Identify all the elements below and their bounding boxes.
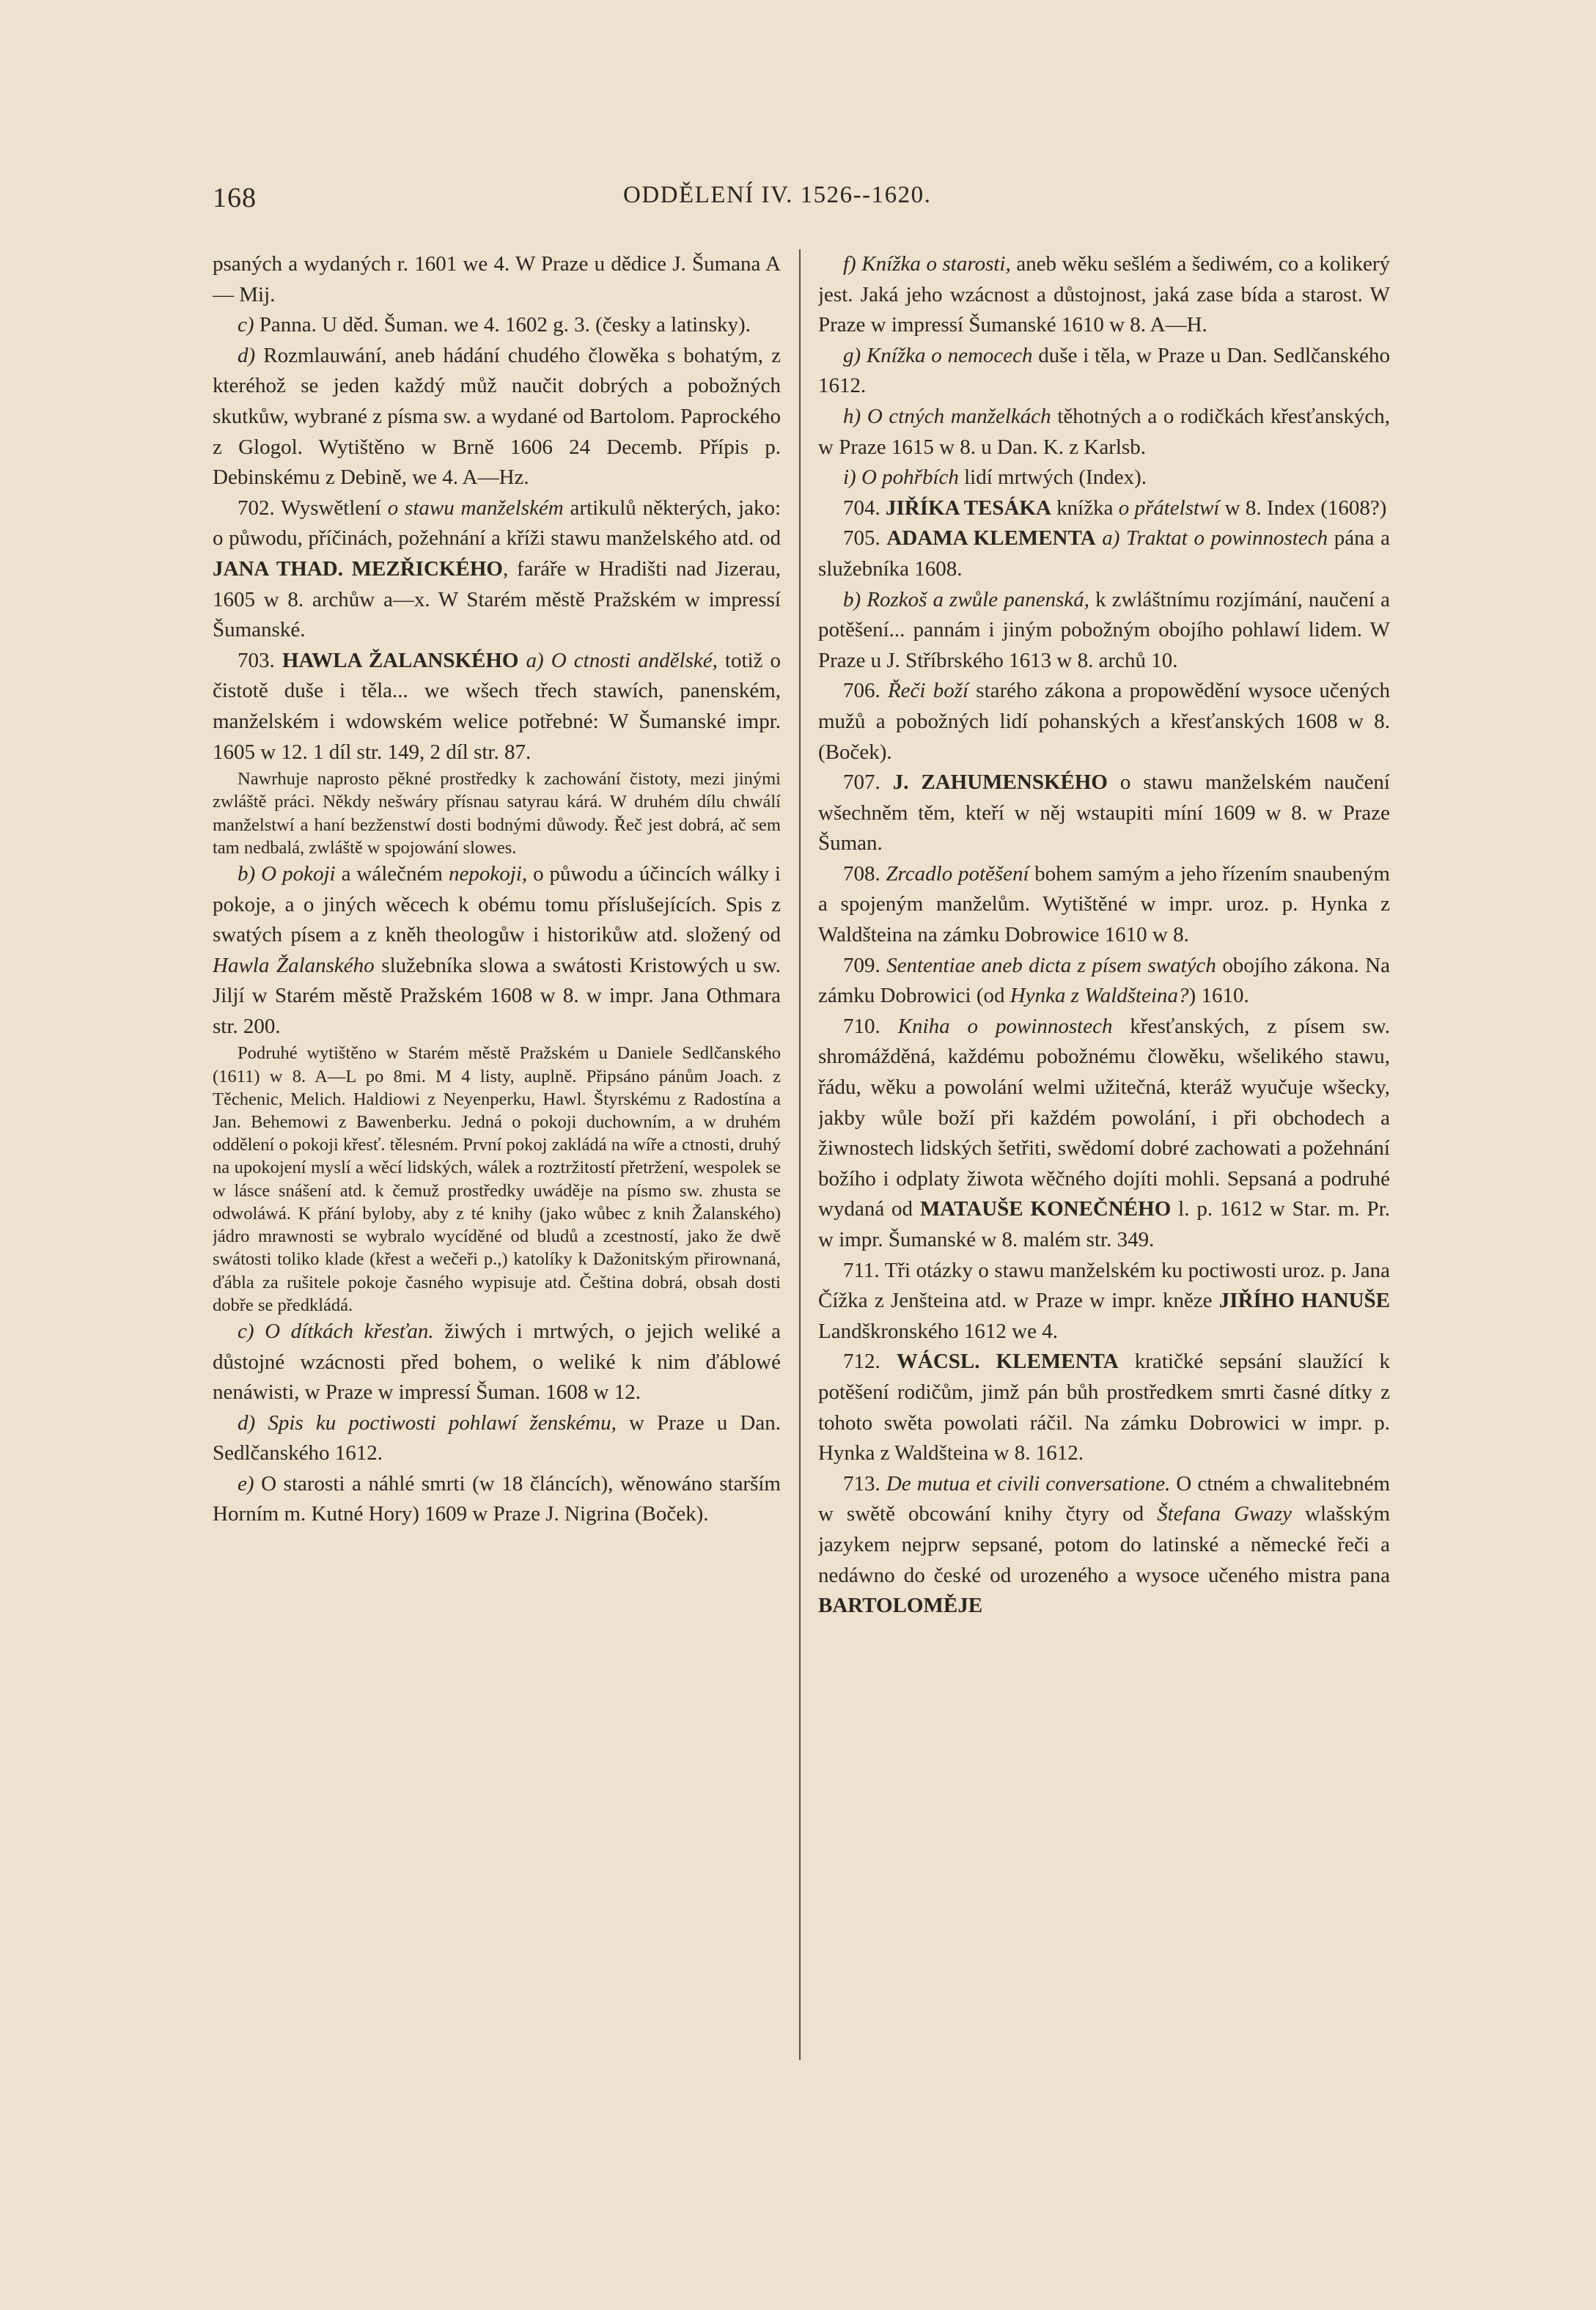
entry-704: 704. JIŘÍKA TESÁKA knížka o přátelstwí w 8. Index (1608?)	[843, 496, 1387, 520]
column-divider	[799, 249, 801, 2060]
running-head: ODDĚLENÍ IV. 1526--1620.	[623, 182, 932, 208]
entry-701-c: c) Panna. U děd. Šuman. we 4. 1602 g. 3. (česky a latinsky).	[238, 313, 751, 337]
entry-703-b: b) O pokoji a wálečném nepokoji, o půwodu a účincích wálky i pokoje, a o jiných wěcech k obému tomu příslušejících. Spis z swatých písem a z kněh theologůw i historikůw atd. složený od Hawla Žalanského služebníka slowa a swátosti Kristowých u sw. Jiljí w Starém městě Pražském 1608 w 8. w impr. Jana Othmara str. 200.	[213, 861, 781, 1038]
entry-710: 710. Kniha o powinnostech křesťanských, z písem sw. shromážděná, každému pobožnému člowěku, wšelikého stawu, řádu, wěku a powolání welmi užitečná, kteráž wyučuje wšecky, jakby wůle boží při každém powolání, i při obchodech a žiwnostech lidských šetřiti, swědomí dobré zachowati a požehnání božího i odplaty žiwota wěčného dojíti mohli. Sepsaná a podruhé wydaná od MATAUŠE KONEČNÉHO l. p. 1612 w Star. m. Pr. w impr. Šumanské w 8. malém str. 349.	[818, 1014, 1390, 1251]
left-column	[213, 249, 781, 2067]
note-703-b: Podruhé wytištěno w Starém městě Pražském u Daniele Sedlčanského (1611) w 8. A—L po 8mi. M 4 listy, auplně. Připsáno pánům Joach. z Těchenic, Melich. Haldiowi z Neyenperku, Hawl. Štyrskému z Radostína a Jan. Behemowi z Bawenberku. Jedná o pokoji duchowním, a w druhém oddělení o pokoji křesť. tělesném. První pokoj zakládá na wíře a ctnosti, druhý na upokojení myslí a wěcí lidských, wálek a roztržitostí přetržení, wespolek se w lásce snášení atd. k čemuž prostředky uwáděje na písmo sw. zhusta se odwoláwá. K přání byloby, aby z té knihy (jako wůbec z knih Žalanského) jádro mrawnosti se wybralo wycíděné od bludů a zcestností, jako že dwě swátosti toliko klade (křest a wečeři p.,) katolíky k Dažonitským přirownaná, ďábla za rušitele pokoje časného wypisuje atd. Čeština dobrá, obsah dosti dobře se předkládá.	[213, 1043, 781, 1315]
right-column	[818, 249, 1390, 2067]
page-number: 168	[213, 183, 257, 213]
entry-706: 706. Řeči boží starého zákona a propowědění wysoce učených mužů a pobožných lidí pohanských a křesťanských 1608 w 8. (Boček).	[818, 679, 1390, 764]
entry-705: 705. ADAMA KLEMENTA a) Traktat o powinnostech pána a služebníka 1608.	[818, 526, 1390, 581]
entry-703-c: c) O dítkách křesťan. žiwých i mrtwých, o jejich weliké a důstojné wzácnosti před bohem, o weliké k nim ďáblowé nenáwisti, w Praze w impressí Šuman. 1608 w 12.	[213, 1319, 781, 1405]
page-header	[213, 182, 1386, 218]
entry-703-e: e) O starosti a náhlé smrti (w 18 článcích), wěnowáno starším Horním m. Kutné Hory) 1609 w Praze J. Nigrina (Boček).	[213, 1471, 781, 1526]
entry-701-continuation: psaných a wydaných r. 1601 we 4. W Praze u dědice J. Šumana A — Mij.	[213, 252, 781, 306]
entry-713: 713. De mutua et civili conversatione. O ctném a chwalitebném w swětě obcowání knihy čtyry od Štefana Gwazy wlašským jazykem nejprw sepsané, potom do latinské a německé řeči a nedáwno do české od urozeného a wysoce učeného mistra pana BARTOLOMĚJE	[818, 1471, 1390, 1618]
entry-702: 702. Wyswětlení o stawu manželském artikulů některých, jako: o půwodu, příčinách, požehnání a kříži stawu manželského atd. od JANA THAD. MEZŘICKÉHO, faráře w Hradišti nad Jizerau, 1605 w 8. archůw a—x. W Starém městě Pražském w impressí Šumanské.	[213, 496, 781, 642]
entry-703-h: h) O ctných manželkách těhotných a o rodičkách křesťanských, w Praze 1615 w 8. u Dan. K. z Karlsb.	[818, 404, 1390, 459]
entry-708: 708. Zrcadlo potěšení bohem samým a jeho řízením snaubeným a spojeným manželům. Wytištěné w impr. uroz. p. Hynka z Waldšteina na zámku Dobrowice 1610 w 8.	[818, 861, 1390, 947]
entry-703-d: d) Spis ku poctiwosti pohlawí ženskému, w Praze u Dan. Sedlčanského 1612.	[213, 1410, 781, 1465]
entry-705-b: b) Rozkoš a zwůle panenská, k zwláštnímu rozjímání, naučení a potěšení... pannám i jiným pobožným obojího pohlawí lidem. W Praze u J. Stříbrského 1613 w 8. archů 10.	[818, 587, 1390, 672]
entry-701-d: d) Rozmlauwání, aneb hádání chudého člowěka s bohatým, z kteréhož se jeden každý můž naučit dobrých a pobožných skutkůw, wybrané z písma sw. a wydané od Bartolom. Paprockého z Glogol. Wytištěno w Brně 1606 24 Decemb. Přípis p. Debinskému z Debině, we 4. A—Hz.	[213, 343, 781, 490]
entry-712: 712. WÁCSL. KLEMENTA kratičké sepsání slaužící k potěšení rodičům, jimž pán bůh prostředkem smrti časné dítky z tohoto swěta powolati ráčil. Na zámku Dobrowici w impr. p. Hynka z Waldšteina w 8. 1612.	[818, 1350, 1390, 1465]
entry-703-f: f) Knížka o starosti, aneb wěku sešlém a šediwém, co a kolikerý jest. Jaká jeho wzácnost a důstojnost, jaká zase bída a starost. W Praze w impressí Šumanské 1610 w 8. A—H.	[818, 252, 1390, 337]
entry-703-g: g) Knížka o nemocech duše i těla, w Praze u Dan. Sedlčanského 1612.	[818, 343, 1390, 398]
entry-711: 711. Tři otázky o stawu manželském ku poctiwosti uroz. p. Jana Čížka z Jenšteina atd. w Praze w impr. kněze JIŘÍHO HANUŠE Landškronského 1612 we 4.	[818, 1258, 1390, 1343]
entry-703: 703. HAWLA ŽALANSKÉHO a) O ctnosti andělské, totiž o čistotě duše i těla... we wšech třech stawích, panenském, manželském i wdowském welice potřebné: W Šumanské impr. 1605 w 12. 1 díl str. 149, 2 díl str. 87.	[213, 648, 781, 764]
note-703: Nawrhuje naprosto pěkné prostředky k zachowání čistoty, mezi jinými zwláště práci. Někdy nešwáry přísnau satyrau kárá. W druhém dílu chwálí manželstwí a haní bezženstwí dosti bodnými důwody. Řeč jest dobrá, ač sem tam nedbalá, zwláště w spojowání slowes.	[213, 769, 781, 858]
entry-703-i: i) O pohřbích lidí mrtwých (Index).	[843, 466, 1147, 490]
entry-709: 709. Sententiae aneb dicta z písem swatých obojího zákona. Na zámku Dobrowici (od Hynka z Waldšteina?) 1610.	[818, 953, 1390, 1008]
entry-707: 707. J. ZAHUMENSKÉHO o stawu manželském naučení wšechněm těm, kteří w něj wstaupiti míní 1609 w 8. w Praze Šuman.	[818, 770, 1390, 856]
